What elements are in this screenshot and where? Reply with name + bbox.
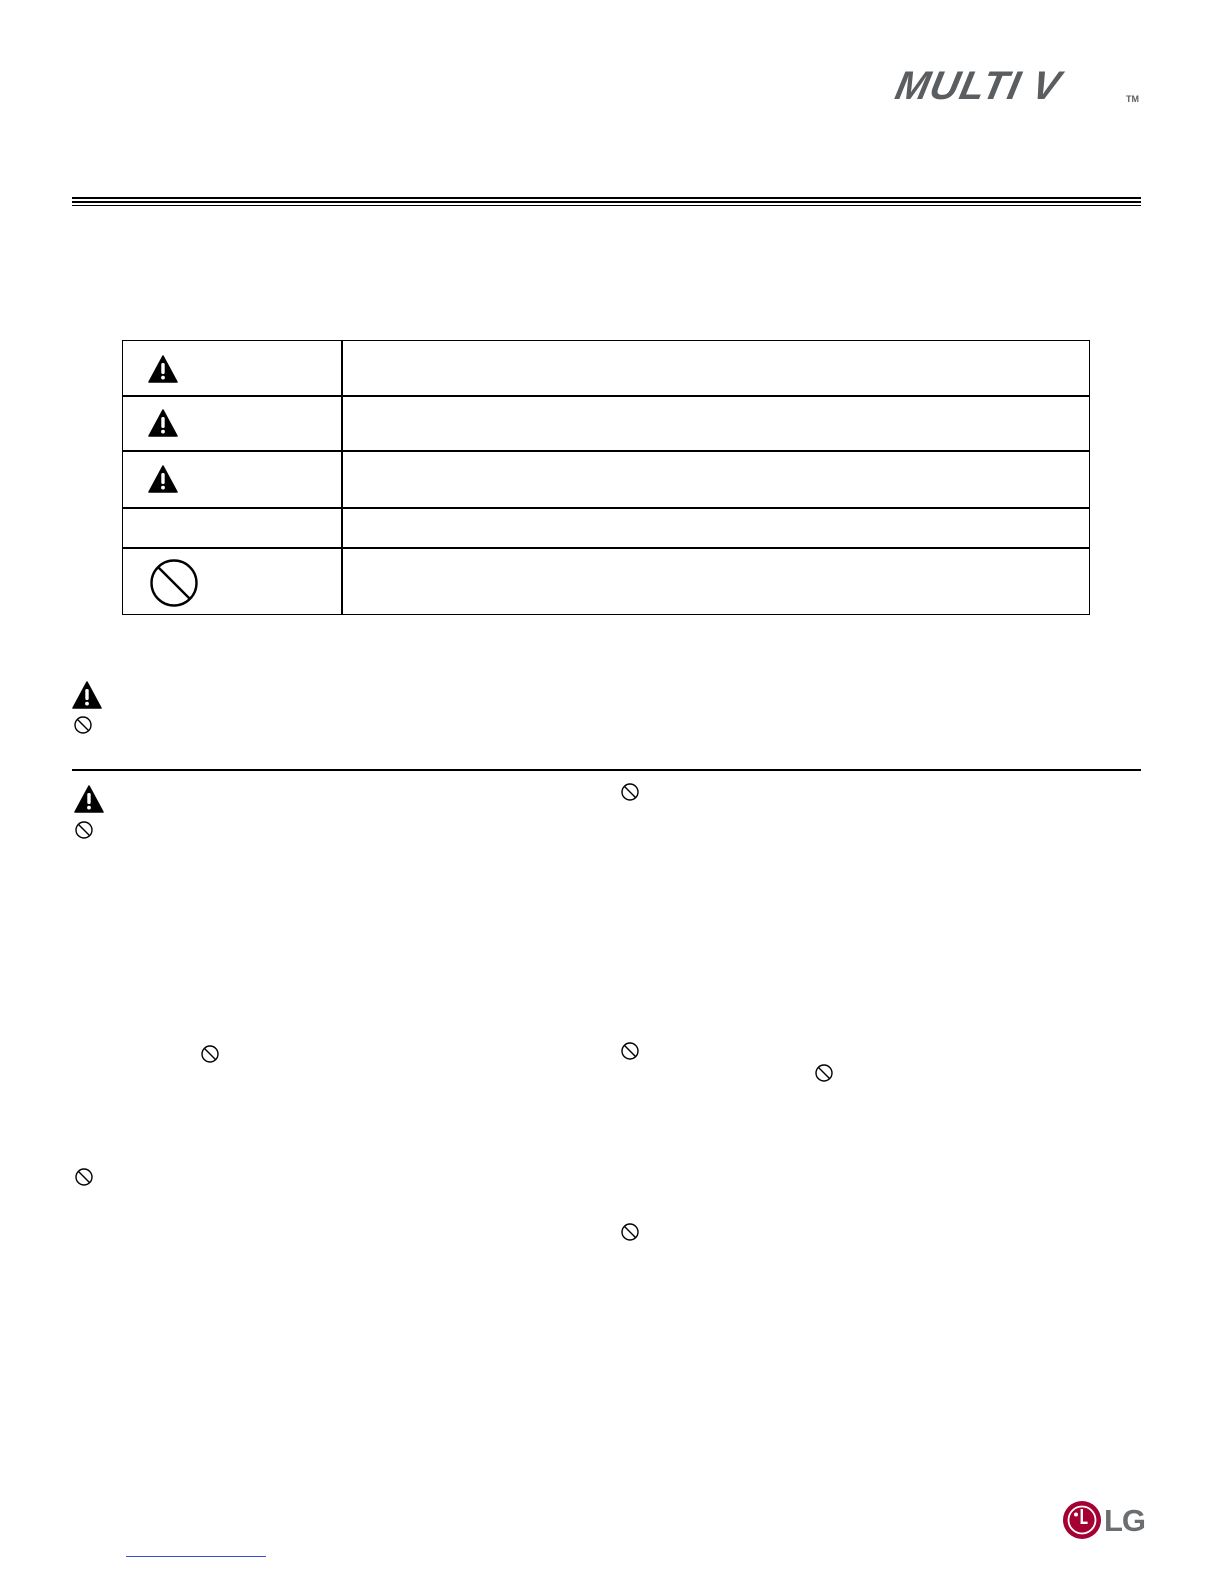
prohibition-icon [74, 1167, 94, 1187]
header-rule [72, 197, 1141, 207]
legend-icon-cell [123, 451, 341, 507]
brand-wordmark: MULTI V [891, 64, 1065, 108]
legend-icon-cell [123, 341, 341, 395]
prohibition-icon [200, 1044, 220, 1064]
table-row [123, 548, 1089, 614]
prohibition-icon [149, 558, 199, 608]
footer-link-underline[interactable] [126, 1556, 266, 1557]
prohibition-icon [620, 1041, 640, 1061]
prohibition-icon [74, 820, 94, 840]
legend-icon-cell [123, 508, 341, 547]
warning-triangle-icon [72, 681, 102, 709]
prohibition-icon [620, 1222, 640, 1242]
legend-icon-cell [123, 396, 341, 450]
lg-logo [1062, 1500, 1144, 1544]
table-row [123, 396, 1089, 450]
lg-face-logo-icon [1062, 1500, 1102, 1540]
table-row [123, 508, 1089, 547]
warning-triangle-icon [148, 355, 178, 383]
multi-v-logo [892, 66, 1144, 110]
section-rule [72, 769, 1141, 771]
symbol-legend-table [122, 340, 1090, 615]
warning-triangle-icon [148, 465, 178, 493]
prohibition-icon [73, 715, 93, 735]
lg-logo-text: LG [1104, 1503, 1146, 1538]
brand-trademark: TM [1126, 94, 1139, 104]
table-row [123, 341, 1089, 395]
warning-triangle-icon [74, 785, 104, 813]
legend-icon-cell [123, 548, 341, 614]
warning-triangle-icon [148, 409, 178, 437]
prohibition-icon [814, 1063, 834, 1083]
table-row [123, 451, 1089, 507]
prohibition-icon [620, 782, 640, 802]
